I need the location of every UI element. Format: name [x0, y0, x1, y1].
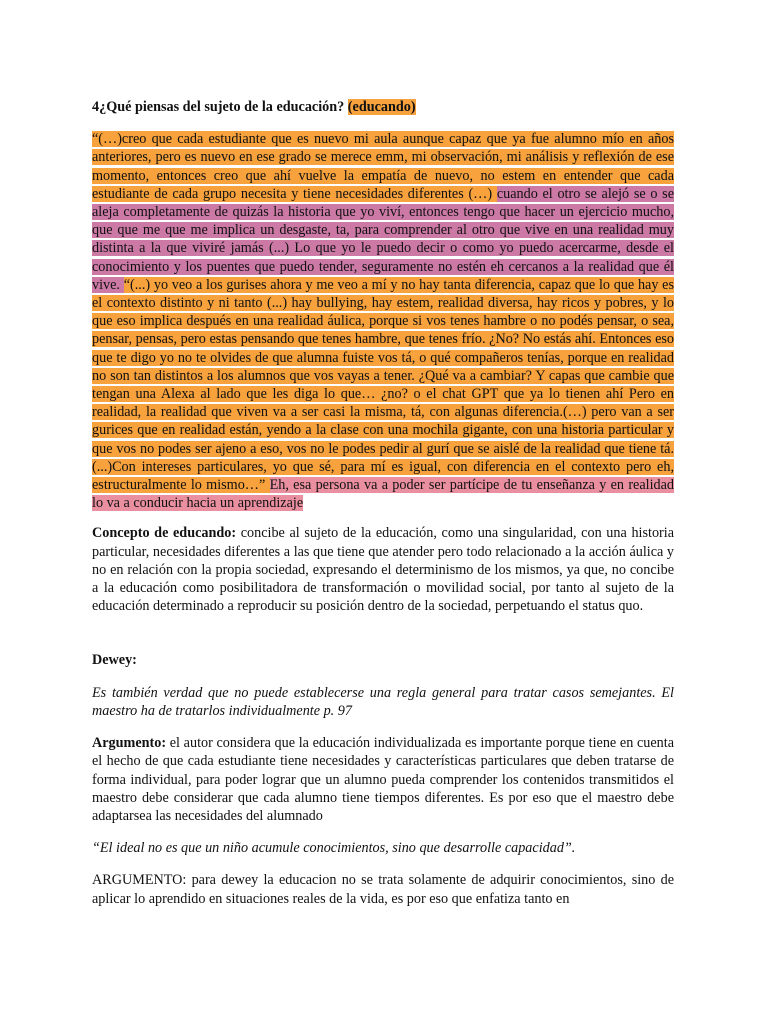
argumento2-paragraph: [92, 871, 674, 907]
heading-highlight: (educando): [347, 99, 416, 115]
heading-text: 4¿Qué piensas del sujeto de la educación?: [92, 99, 348, 115]
dewey-label: Dewey:: [92, 652, 137, 669]
argumento-paragraph: [92, 734, 674, 825]
question-heading: [92, 98, 674, 116]
concepto-text: concibe al sujeto de la educación, como una singularidad, con una historia particular, necesidades diferentes a las que tiene que atender pero todo relacionado a la acción áulica y no en relación con la propia sociedad, expresando el determinismo de los mismos, ya que, no concibe a la educación como posibilitadora de transformación o movilidad social, por tanto al sujeto de la educación determinado a reproducir su posición dentro de la sociedad, perpetuando el status quo.: [92, 525, 674, 615]
quote-segment-orange-2: “(...) yo veo a los gurises ahora y me veo a mí y no hay tanta diferencia, capaz que lo que hay es el contexto distinto y ni tanto (...) hay bullying, hay estem, realidad diversa, hay ricos y pobres, y lo que eso implica después en una realidad áulica, porque si vos tenes hambre o no podés pensar, o sea, pensar, pensas, pero estas pensando que tenes hambre, que tenes frío. ¿No? No estás ahí. Entonces eso que te digo yo no te olvides de que alumna fuiste vos tá, o qué compañeros tenías, porque en realidad no son tan distintos a los alumnos que vos vayas a tener. ¿Qué va a cambiar? Y capas que cambie que tengan una Alexa al lado que les diga lo que… ¿no? o el chat GPT que ya lo tienen ahí Pero en realidad, la realidad que viven va a ser casi la misma, tá, con algunas diferencia.(…) pero van a ser gurices que en realidad están, yendo a la clase con una mochila gigante, con una historia particular y que vos no podes ser ajeno a eso, vos no le podes pedir al gurí que se aislé de la realidad que tiene tá.(...)Con intereses particulares, yo que sé, para mí es igual, con diferencia en el contexto pero eh, estructuralmente lo mismo…”: [92, 276, 674, 494]
document-page: [92, 98, 674, 922]
argumento-text: el autor considera que la educación individualizada es importante porque tiene en cuenta el hecho de que cada estudiante tiene necesidades y características particulares que deben tratarse de forma individual, para poder lograr que un alumno pueda comprender los contenidos transmitidos el maestro debe considerar que cada alumno tiene tiempos diferentes. Es por eso que el maestro debe adaptarsea las necesidades del alumnado: [92, 735, 674, 824]
argumento-label: Argumento:: [92, 735, 167, 752]
concepto-paragraph: [92, 524, 674, 615]
dewey-quote: “El ideal no es que un niño acumule conocimientos, sino que desarrolle capacidad”.: [92, 840, 576, 857]
concepto-label: Concepto de educando:: [92, 525, 237, 542]
dewey-heading: [92, 651, 674, 669]
section-spacer: [92, 629, 674, 651]
quote-segment-purple: cuando el otro se alejó se o se aleja completamente de quizás la historia que yo viví, entonces tengo que hacer un ejercicio mucho, que que me que me implica un desgaste, ta, para comprender al otro que vive en una realidad muy distinta a la que viviré jamás (...) Lo que yo le puedo decir o como yo puedo acercarme, desde el conocimiento y los puentes que puedo tender, seguramente no estén eh cercanos a la realidad que él vive.: [92, 185, 674, 293]
quote-segment-pink: Eh, esa persona va a poder ser partícipe de tu enseñanza y en realidad lo va a conducir hacia un aprendizaje: [92, 477, 675, 512]
dewey-citation: Es también verdad que no puede establecerse una regla general para tratar casos semejantes. El maestro ha de tratarlos individualmente p. 97: [92, 684, 674, 719]
argumento2-text: para dewey la educacion no se trata solamente de adquirir conocimientos, sino de aplicar lo aprendido en situaciones reales de la vida, es por eso que enfatiza tanto en: [92, 872, 674, 907]
interview-quote: [92, 130, 674, 512]
argumento2-label: ARGUMENTO:: [92, 872, 187, 889]
quote-segment-orange-1: “(…)creo que cada estudiante que es nuevo mi aula aunque capaz que ya fue alumno mío en años anteriores, pero es nuevo en ese grado se merece emm, mi observación, mi análisis y reflexión de ese momento, entonces creo que ahí vuelve la empatía de nuevo, no estem en entender que cada estudiante de cada grupo necesita y tiene necesidades diferentes (…): [92, 131, 674, 202]
